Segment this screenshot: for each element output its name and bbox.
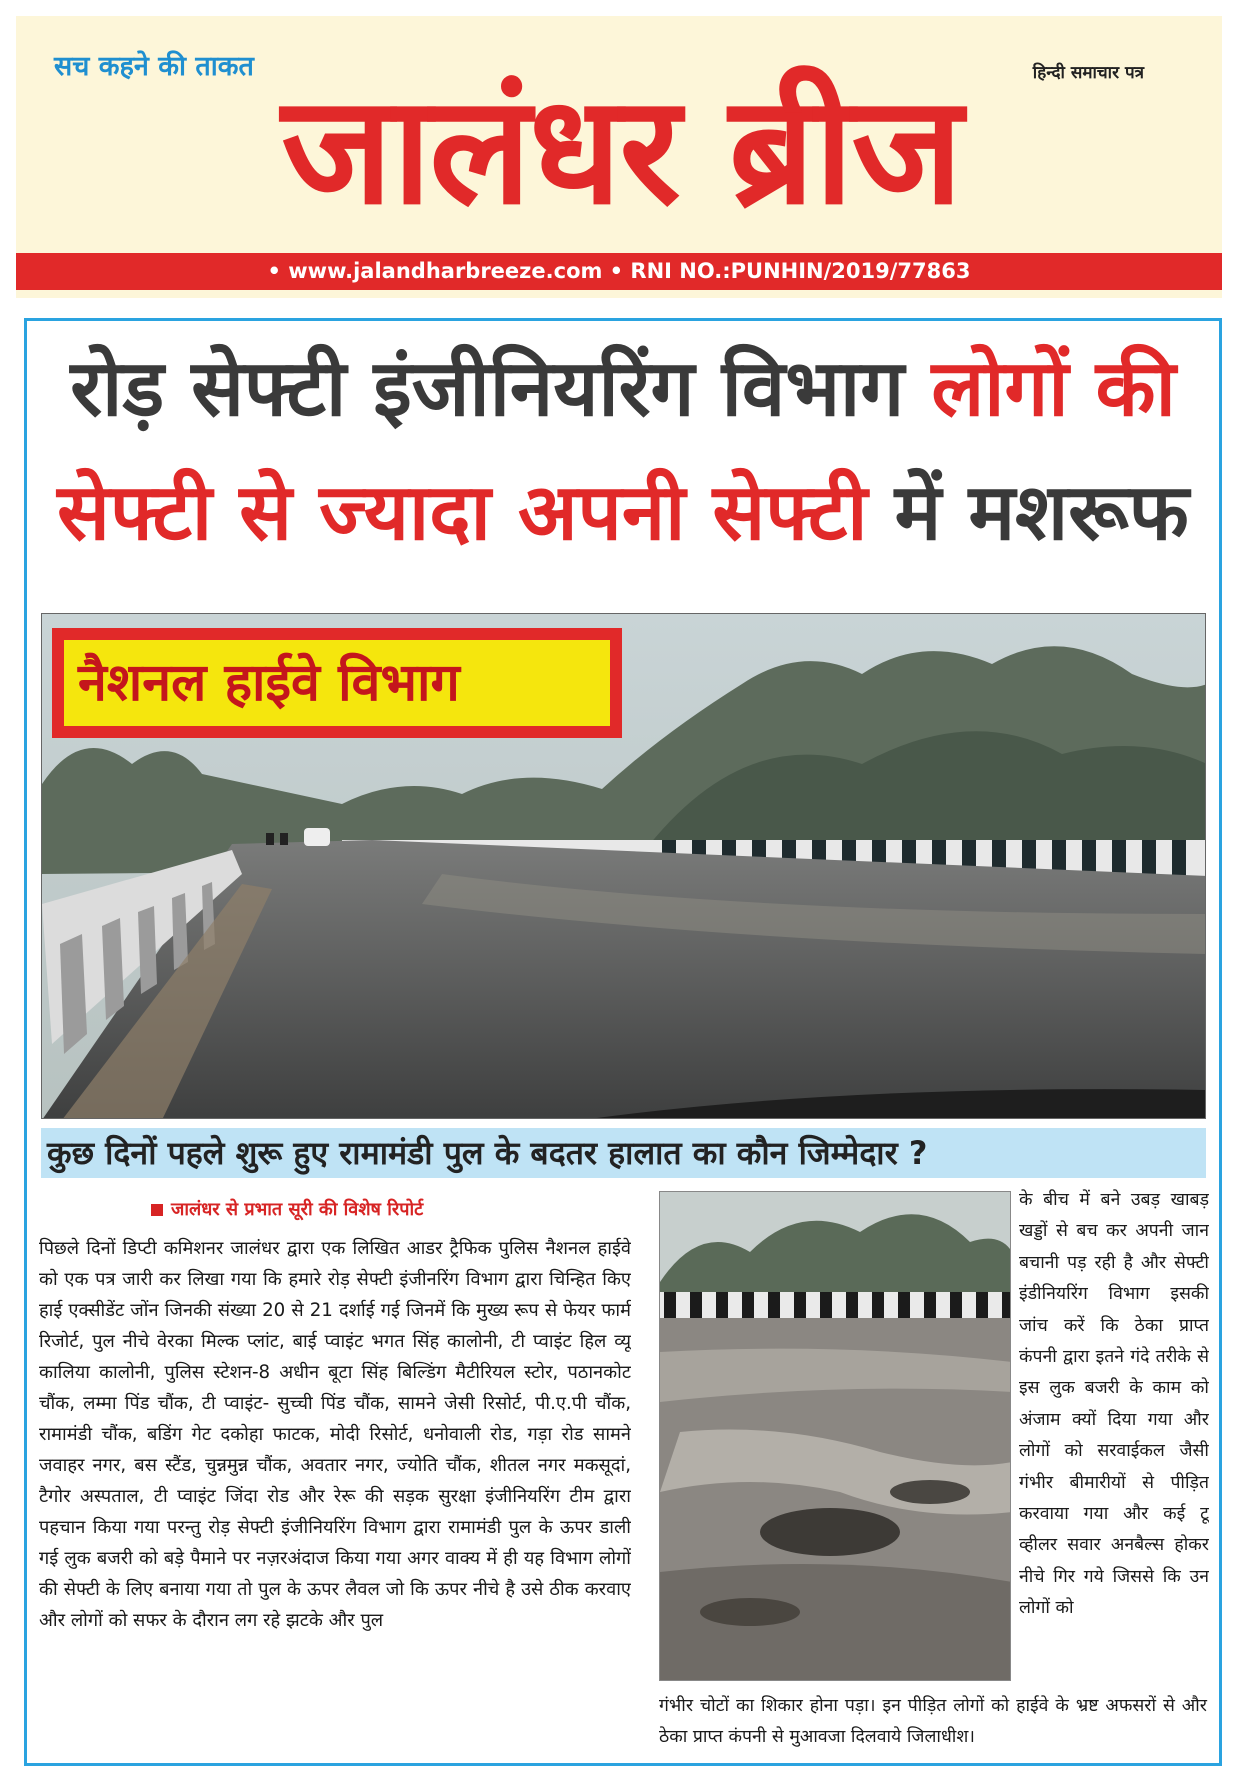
headline-line-1 <box>27 339 1219 439</box>
story-frame <box>24 318 1222 1766</box>
highway-photo <box>41 613 1206 1119</box>
masthead-tagline: सच कहने की ताकत <box>54 51 254 82</box>
byline-square-icon <box>151 1204 163 1216</box>
masthead <box>16 16 1222 298</box>
article-continuation: गंभीर चोटों का शिकार होना पड़ा। इन पीड़ित लोगों को हाईवे के भ्रष्ट अफसरों से और ठेका प्राप्त कंपनी से मुआवजा दिलवाये जिलाधीश। <box>659 1696 1207 1747</box>
headline-line-2 <box>27 463 1219 563</box>
headline-line-2-dark: में मशरूफ <box>894 468 1189 558</box>
headline-line-2-red: सेफ्टी से ज्यादा अपनी सेफ्टी <box>57 468 868 558</box>
website-and-rni: • www.jalandharbreeze.com • RNI NO.:PUNHIN/2019/77863 <box>267 259 971 283</box>
byline-text: जालंधर से प्रभात सूरी की विशेष रिपोर्ट <box>171 1199 424 1220</box>
article-column-main: पिछले दिनों डिप्टी कमिशनर जालंधर द्वारा एक लिखित आडर ट्रैफिक पुलिस नैशनल हाईवे को एक पत्र जारी कर लिखा गया कि हमारे रोड़ सेफ्टी इंजीनरिंग विभाग द्वारा चिन्हित किए हाई एक्सीडेंट जोंन जिनकी संख्या 20 से 21 दर्शाई गई जिनमें कि मुख्य रूप से फेयर फार्म रिजोर्ट, पुल नीचे वेरका मिल्क प्लांट, बाई प्वाइंट भगत सिंह कालोनी, टी प्वाइंट हिल व्यू कालिया कालोनी, पुलिस स्टेशन-8 अधीन बूटा सिंह बिल्डिंग मैटीरियल स्टोर, पठानकोट चौंक, लम्मा पिंड चौंक, टी प्वाइंट- सुच्ची पिंड चौंक, सामने जेसी रिसोर्ट, पी.ए.पी चौंक, रामामंडी चौंक, बडिंग गेट दकोहा फाटक, मोदी रिसोर्ट, धनोवाली रोड, गड़ा रोड सामने जवाहर नगर, बस स्टैंड, चुन्नमुन्न चौंक, अवतार नगर, ज्योति चौंक, शीतल नगर मकसूदां, टैगोर अस्पताल, टी प्वाइंट जिंदा रोड और रेरू की सड़क सुरक्षा इंजीनियरिंग टीम द्वारा पहचान किया गया परन्तु रोड़ सेफ्टी इंजीनियरिंग विभाग द्वारा रामामंडी पुल के ऊपर डाली गई लुक बजरी को बड़े पैमाने पर नज़रअंदाज किया गया अगर वाक्य में ही यह विभाग लोगों की सेफ्टी के लिए बनाया गया तो पुल के ऊपर लैवल जो कि ऊपर नीचे है उसे ठीक करवाए और लोगों को सफर के दौरान लग रहे झटके और पुल <box>39 1238 631 1631</box>
damaged-road-photo <box>659 1191 1011 1681</box>
headline-line-1-red: लोगों की <box>931 344 1176 434</box>
masthead-info-bar <box>16 253 1222 290</box>
damaged-road-illustration <box>660 1192 1011 1681</box>
newspaper-title: जालंधर ब्रीज <box>281 64 961 238</box>
sub-headline: कुछ दिनों पहले शुरू हुए रामामंडी पुल के बदतर हालात का कौन जिम्मेदार ? <box>41 1128 1206 1178</box>
photo-label-box <box>52 628 622 738</box>
article-column-side: के बीच में बने उबड़ खाबड़ खड्डों से बच कर अपनी जान बचानी पड़ रही है और सेफ्टी इंडीनियरिंग विभाग इसकी जांच करें कि ठेका प्राप्त कंपनी द्वारा इतने गंदे तरीके से इस लुक बजरी के काम को अंजाम क्यों दिया गया और लोगों को सरवाईकल जैसी गंभीर बीमारीयों से पीड़ित करवाया गया और कई टू व्हीलर सवार अनबैल्स होकर नीचे गिर गये जिससे कि उन लोगों को <box>1019 1190 1209 1619</box>
paper-type-label: हिन्दी समाचार पत्र <box>1032 63 1144 83</box>
headline-line-1-dark: रोड़ सेफ्टी इंजीनियरिंग विभाग <box>70 344 905 434</box>
photo-label-text: नैशनल हाईवे विभाग <box>64 640 610 726</box>
byline <box>151 1197 423 1221</box>
